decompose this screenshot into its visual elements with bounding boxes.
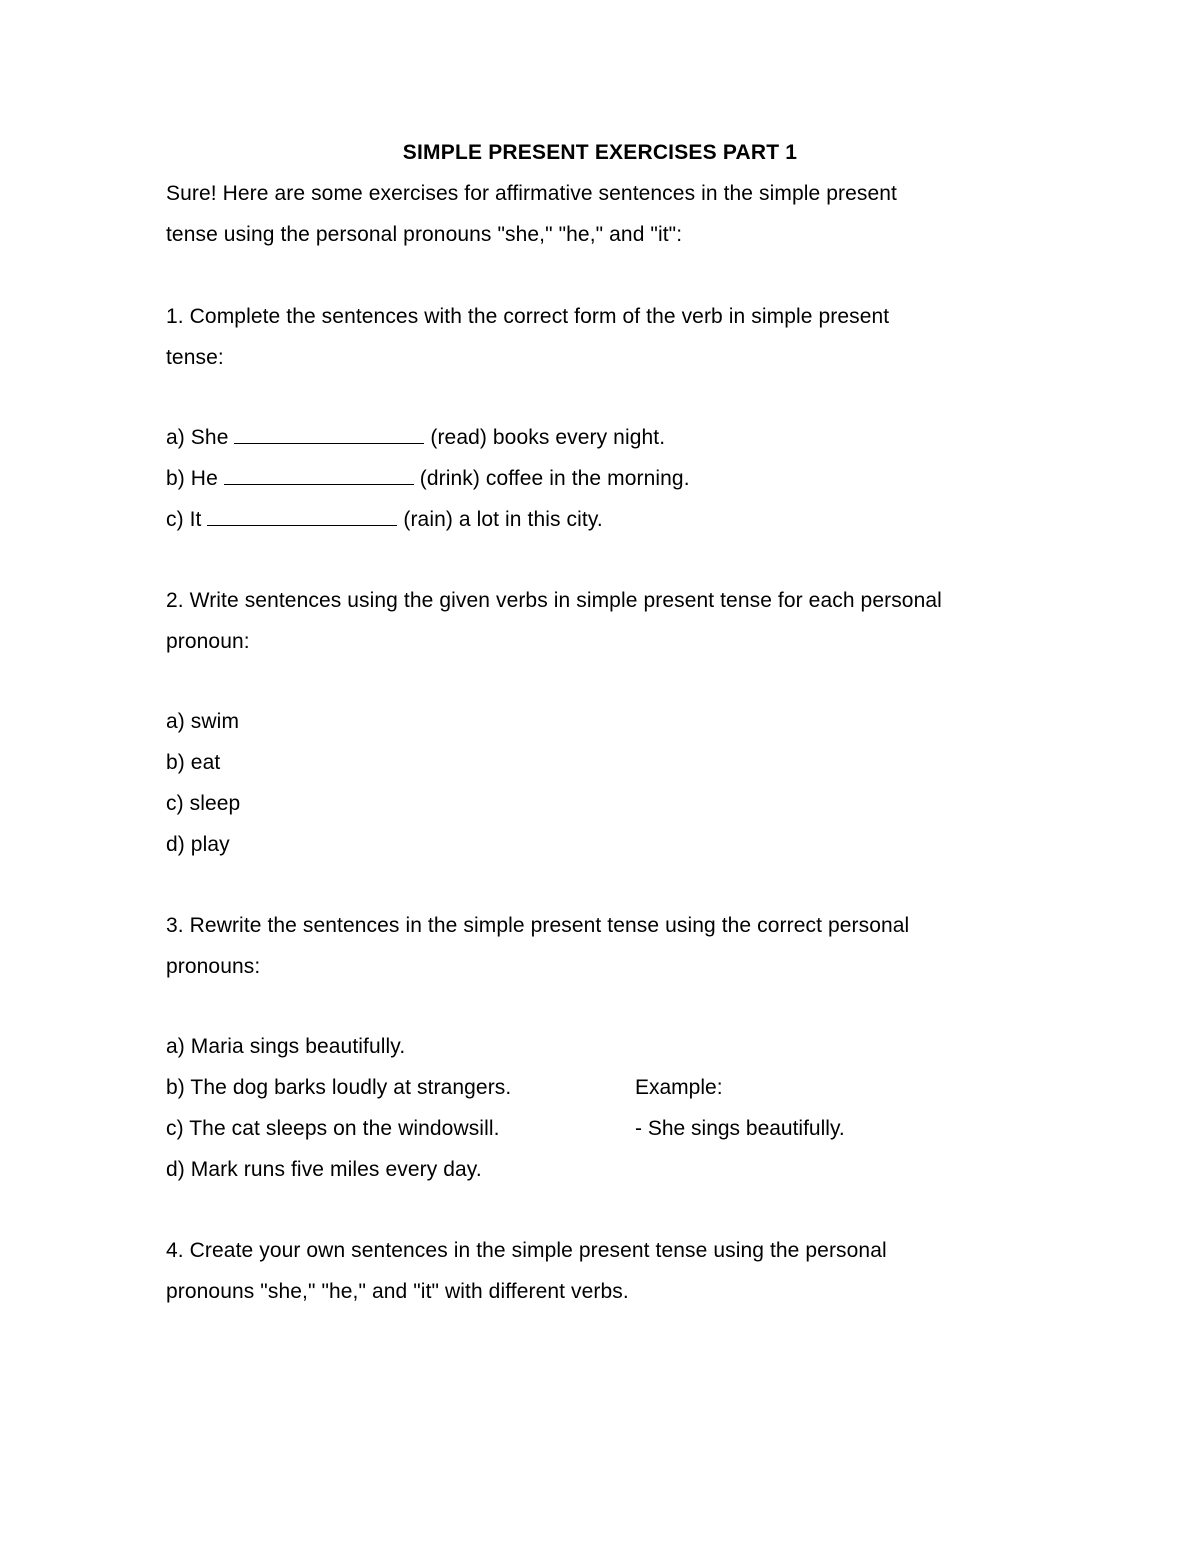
exercise-2-item-d: d) play: [166, 833, 230, 856]
exercise-1-heading: 1. Complete the sentences with the correct form of the verb in simple present: [166, 305, 890, 328]
exercise-3-item-c: c) The cat sleeps on the windowsill.: [166, 1117, 500, 1140]
exercise-2-item-c: c) sleep: [166, 792, 241, 815]
exercise-4-heading: 4. Create your own sentences in the simple present tense using the personal: [166, 1239, 887, 1262]
exercise-2-heading-cont: pronoun:: [166, 630, 250, 653]
item-prefix: a) She: [166, 426, 235, 449]
exercise-2-item-b: b) eat: [166, 751, 221, 774]
exercise-3-item-d: d) Mark runs five miles every day.: [166, 1158, 482, 1181]
answer-blank: [224, 466, 414, 485]
item-suffix: (drink) coffee in the morning.: [413, 467, 690, 490]
exercise-3-heading: 3. Rewrite the sentences in the simple present tense using the correct personal: [166, 914, 910, 937]
exercise-3-heading-cont: pronouns:: [166, 955, 261, 978]
example-text: - She sings beautifully.: [635, 1117, 845, 1140]
exercise-2-heading: 2. Write sentences using the given verbs in simple present tense for each personal: [166, 589, 942, 612]
exercise-1-item-a: [166, 425, 665, 451]
item-prefix: c) It: [166, 508, 208, 531]
answer-blank: [207, 507, 397, 526]
item-prefix: b) He: [166, 467, 224, 490]
exercise-3-item-b: b) The dog barks loudly at strangers.: [166, 1076, 512, 1099]
exercise-1-item-b: [166, 466, 690, 492]
exercise-2-item-a: a) swim: [166, 710, 240, 733]
exercise-3-item-a: a) Maria sings beautifully.: [166, 1035, 406, 1058]
item-suffix: (read) books every night.: [424, 426, 666, 449]
page-title: SIMPLE PRESENT EXERCISES PART 1: [402, 141, 798, 164]
intro-line-1: Sure! Here are some exercises for affirmative sentences in the simple present: [166, 182, 897, 205]
exercise-4-heading-cont: pronouns "she," "he," and "it" with different verbs.: [166, 1280, 629, 1303]
exercise-1-heading-cont: tense:: [166, 346, 224, 369]
item-suffix: (rain) a lot in this city.: [397, 508, 603, 531]
example-label: Example:: [635, 1076, 723, 1099]
exercise-1-item-c: [166, 507, 603, 533]
intro-line-2: tense using the personal pronouns "she," "he," and "it":: [166, 223, 683, 246]
answer-blank: [234, 425, 424, 444]
